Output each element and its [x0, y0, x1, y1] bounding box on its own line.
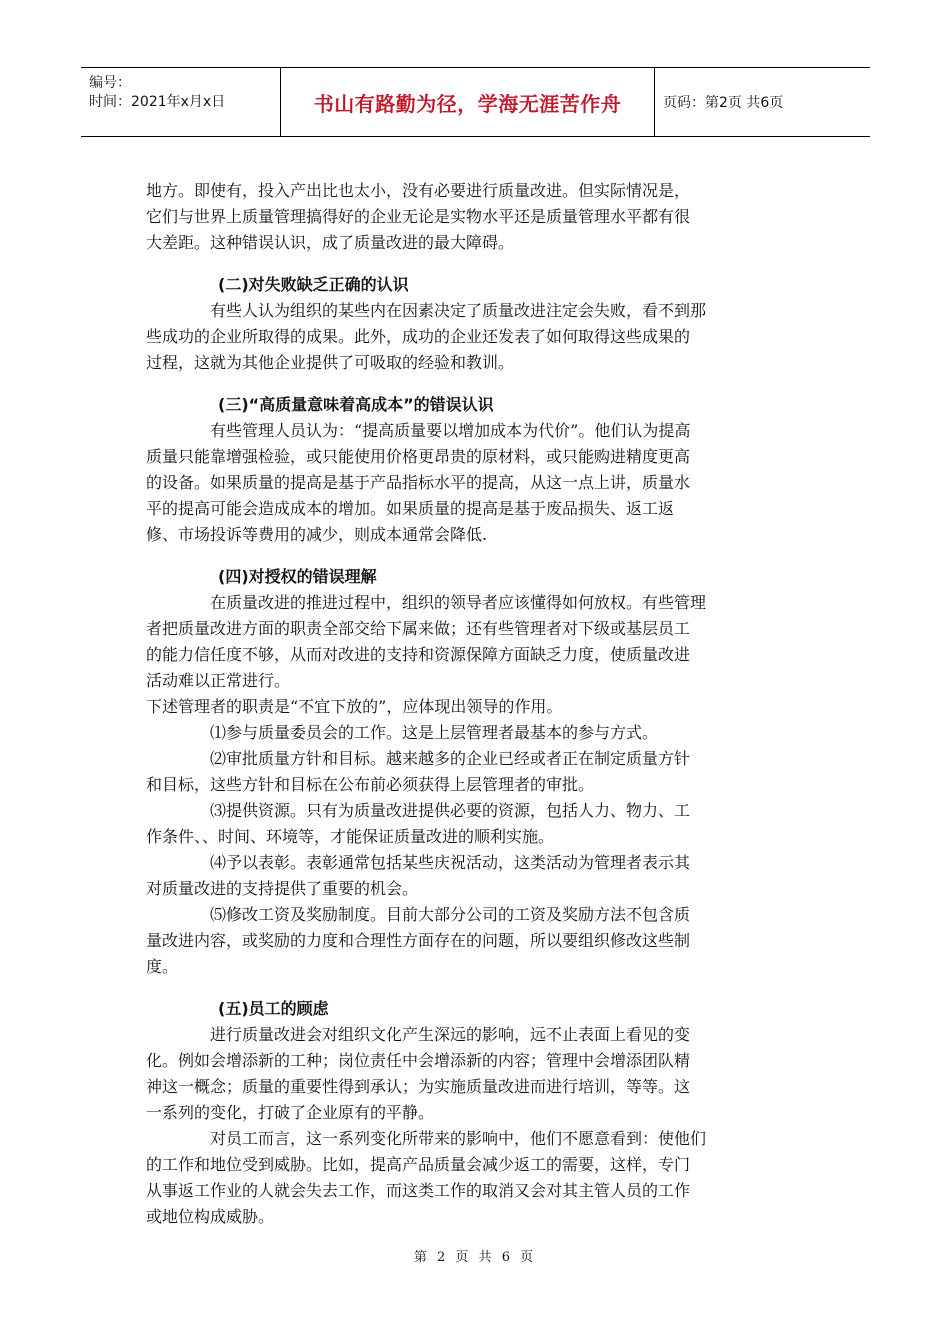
paragraph-line: 些成功的企业所取得的成果。此外，成功的企业还发表了如何取得这些成果的 — [146, 327, 691, 346]
paragraph-line: 或地位构成威胁。 — [146, 1207, 275, 1226]
list-item-3: ⑶提供资源。只有为质量改进提供必要的资源，包括人力、物力、工 — [210, 801, 691, 820]
document-number-label: 编号： — [89, 75, 131, 91]
paragraph-line: 者把质量改进方面的职责全部交给下属来做；还有些管理者对下级或基层员工 — [146, 619, 691, 638]
paragraph-line: 大差距。这种错误认识，成了质量改进的最大障碍。 — [146, 233, 515, 252]
paragraph-line: 从事返工作业的人就会失去工作，而这类工作的取消又会对其主管人员的工作 — [146, 1181, 691, 1200]
paragraph-line: 的设备。如果质量的提高是基于产品指标水平的提高，从这一点上讲，质量水 — [146, 473, 691, 492]
paragraph-line: 度。 — [146, 957, 179, 976]
paragraph-line: 过程，这就为其他企业提供了可吸取的经验和教训。 — [146, 353, 515, 372]
paragraph-line: 的工作和地位受到威胁。比如，提高产品质量会减少返工的需要，这样，专门 — [146, 1155, 691, 1174]
list-item-4: ⑷予以表彰。表彰通常包括某些庆祝活动，这类活动为管理者表示其 — [210, 853, 691, 872]
paragraph-line: 活动难以正常进行。 — [146, 671, 291, 690]
section-heading-4: (四)对授权的错误理解 — [218, 567, 377, 586]
paragraph-line: 修、市场投诉等费用的减少，则成本通常会降低. — [146, 525, 488, 544]
list-item-1: ⑴参与质量委员会的工作。这是上层管理者最基本的参与方式。 — [210, 723, 659, 742]
list-item-2: ⑵审批质量方针和目标。越来越多的企业已经或者正在制定质量方针 — [210, 749, 691, 768]
page-header — [81, 67, 870, 137]
paragraph-line: 进行质量改进会对组织文化产生深远的影响，远不止表面上看见的变 — [210, 1025, 691, 1044]
paragraph-line: 地方。即使有，投入产出比也太小，没有必要进行质量改进。但实际情况是， — [146, 181, 691, 200]
paragraph-line: 它们与世界上质量管理搞得好的企业无论是实物水平还是质量管理水平都有很 — [146, 207, 691, 226]
paragraph-line: 一系列的变化，打破了企业原有的平静。 — [146, 1103, 435, 1122]
paragraph-line: 有些人认为组织的某些内在因素决定了质量改进注定会失败，看不到那 — [210, 301, 707, 320]
paragraph-line: 和目标，这些方针和目标在公布前必须获得上层管理者的审批。 — [146, 775, 595, 794]
paragraph-line: 的能力信任度不够，从而对改进的支持和资源保障方面缺乏力度，使质量改进 — [146, 645, 691, 664]
paragraph-line: 对质量改进的支持提供了重要的机会。 — [146, 879, 419, 898]
paragraph-line: 有些管理人员认为：“提高质量要以增加成本为代价”。他们认为提高 — [210, 421, 691, 440]
paragraph-line: 平的提高可能会造成成本的增加。如果质量的提高是基于废品损失、返工返 — [146, 499, 675, 518]
section-heading-2: (二)对失败缺乏正确的认识 — [218, 275, 409, 294]
section-heading-3: (三)“高质量意味着高成本”的错误认识 — [218, 395, 494, 414]
document-body — [146, 178, 816, 1230]
paragraph-line: 下述管理者的职责是“不宜下放的”，应体现出领导的作用。 — [146, 697, 563, 716]
paragraph-line: 作条件、、时间、环境等，才能保证质量改进的顺利实施。 — [146, 827, 555, 846]
section-heading-5: (五)员工的顾虑 — [218, 999, 329, 1018]
paragraph-line: 质量只能靠增强检验，或只能使用价格更昂贵的原材料，或只能购进精度更高 — [146, 447, 691, 466]
header-page-info: 页码：第2页 共6页 — [663, 95, 784, 111]
page-footer: 第 2 页 共 6 页 — [413, 1250, 537, 1265]
header-motto: 书山有路勤为径，学海无涯苦作舟 — [281, 68, 655, 136]
paragraph-line: 神这一概念；质量的重要性得到承认；为实施质量改进而进行培训，等等。这 — [146, 1077, 691, 1096]
paragraph-line: 对员工而言，这一系列变化所带来的影响中，他们不愿意看到：使他们 — [210, 1129, 707, 1148]
header-meta — [81, 68, 281, 136]
paragraph-line: 在质量改进的推进过程中，组织的领导者应该懂得如何放权。有些管理 — [210, 593, 707, 612]
paragraph-line: 量改进内容，或奖励的力度和合理性方面存在的问题，所以要组织修改这些制 — [146, 931, 691, 950]
list-item-5: ⑸修改工资及奖励制度。目前大部分公司的工资及奖励方法不包含质 — [210, 905, 691, 924]
document-date: 时间：2021年x月x日 — [89, 94, 226, 110]
paragraph-line: 化。例如会增添新的工种；岗位责任中会增添新的内容；管理中会增添团队精 — [146, 1051, 691, 1070]
